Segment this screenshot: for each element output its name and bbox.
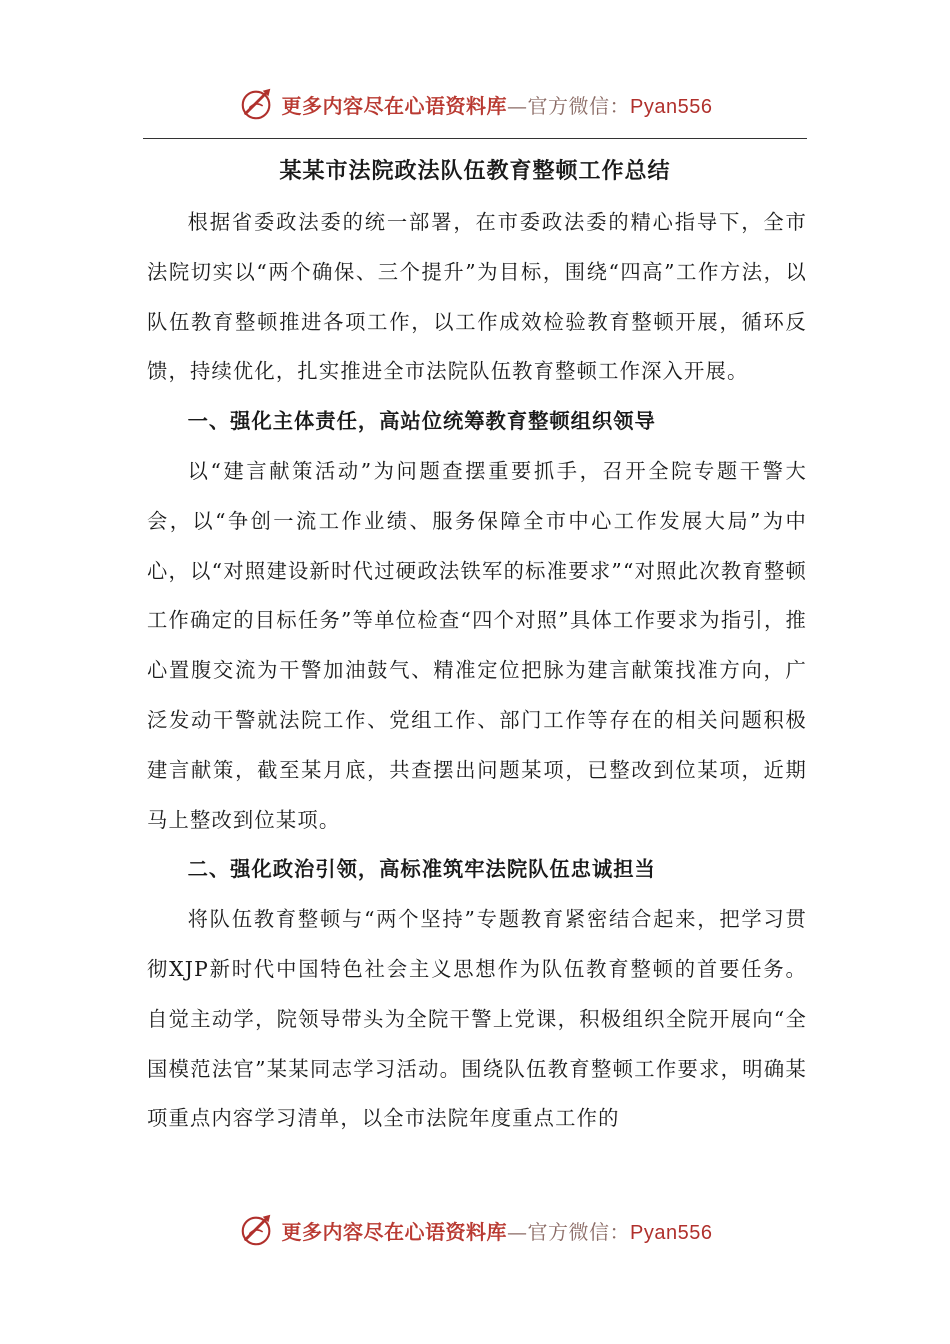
section2-paragraph: 将队伍教育整顿与“两个坚持”专题教育紧密结合起来，把学习贯彻XJP新时代中国特色社会主义思想作为队伍教育整顿的首要任务。自觉主动学，院领导带头为全院干警上党课，积极组织全院开展向“全国模范法官”某某同志学习活动。围绕队伍教育整顿工作要求，明确某项重点内容学习清单，以全市法院年度重点工作的 (147, 907, 807, 1131)
banner-text: 更多内容尽在心语资料库—官方微信：Pyan556 (281, 1219, 713, 1244)
section1-heading: 一、强化主体责任，高站位统筹教育整顿组织领导 (187, 409, 656, 434)
document-title: 某某市法院政法队伍教育整顿工作总结 (279, 159, 671, 184)
footer-banner (0, 1210, 950, 1250)
section1-paragraph: 以“建言献策活动”为问题查摆重要抓手，召开全院专题干警大会，以“争创一流工作业绩、服务保障全市中心工作发展大局”为中心，以“对照建设新时代过硬政法铁军的标准要求”“对照此次教育整顿工作确定的目标任务”等单位检查“四个对照”具体工作要求为指引，推心置腹交流为干警加油鼓气、精准定位把脉为建言献策找准方向，广泛发动干警就法院工作、党组工作、部门工作等存在的相关问题积极建言献策，截至某月底，共查摆出问题某项，已整改到位某项，近期马上整改到位某项。 (147, 458, 807, 832)
section2-heading: 二、强化政治引领，高标准筑牢法院队伍忠诚担当 (187, 857, 656, 882)
document-body (147, 198, 807, 1144)
intro-paragraph: 根据省委政法委的统一部署，在市委政法委的精心指导下，全市法院切实以“两个确保、三个提升”为目标，围绕“四高”工作方法，以队伍教育整顿推进各项工作，以工作成效检验教育整顿开展，循环反馈，持续优化，扎实推进全市法院队伍教育整顿工作深入开展。 (147, 210, 807, 384)
header-banner (0, 84, 950, 124)
pen-logo-icon (238, 1211, 276, 1249)
banner-text: 更多内容尽在心语资料库—官方微信：Pyan556 (281, 93, 713, 118)
header-divider (143, 138, 807, 139)
pen-logo-icon (238, 85, 276, 123)
